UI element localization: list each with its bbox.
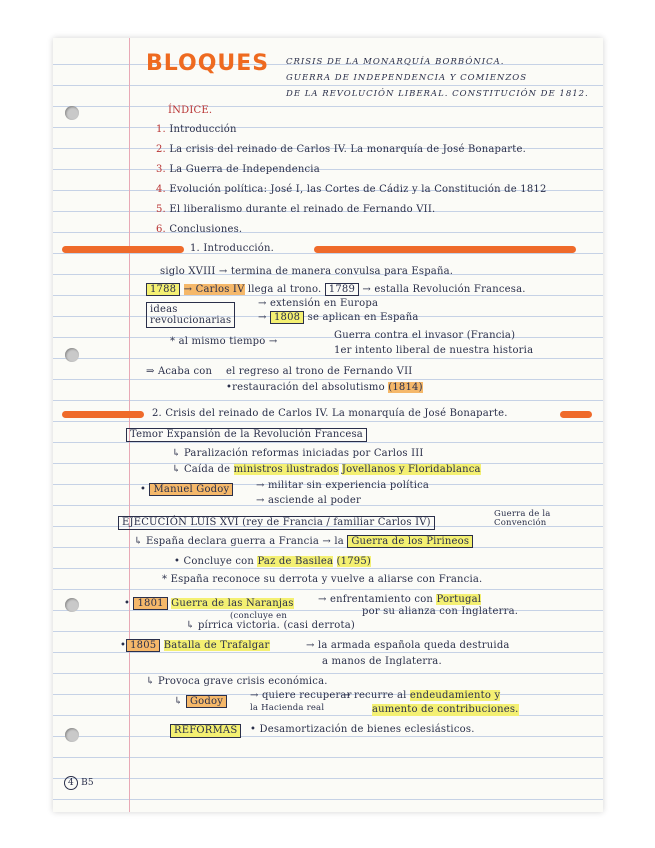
s1-line: •restauración del absolutismo (1814) <box>226 382 423 393</box>
subtitle-line-3: DE LA REVOLUCIÓN LIBERAL. CONSTITUCIÓN DE 1812. <box>286 89 589 99</box>
subtitle-line-1: CRISIS DE LA MONARQUÍA BORBÓNICA. <box>286 57 505 67</box>
s2-line: → la armada española queda destruida <box>306 640 510 651</box>
s1-line: ⇒ Acaba con <box>146 366 213 377</box>
orange-divider <box>560 411 592 418</box>
s1-line: → 1808 se aplican en España <box>258 312 419 323</box>
index-item: 6. Conclusiones. <box>156 224 243 235</box>
s2-line: ↳ Paralización reformas iniciadas por Carlos III <box>172 448 424 459</box>
s2-line: por su alianza con Inglaterra. <box>362 606 519 617</box>
s2-line: (concluye en <box>230 611 288 621</box>
s1-line: * al mismo tiempo → <box>170 336 278 347</box>
s1-ideas-box: ideas revolucionarias <box>146 302 235 328</box>
s2-line: → asciende al poder <box>256 495 361 506</box>
s2-line: → quiere recuperar <box>250 690 352 701</box>
orange-divider <box>62 246 184 253</box>
s2-line: ↳ Caída de ministros ilustrados Jovellanos y Floridablanca <box>172 464 481 475</box>
index-item: 4. Evolución política: José I, las Cortes de Cádiz y la Constitución de 1812 <box>156 184 547 195</box>
s2-line: • Desamortización de bienes eclesiásticos. <box>250 724 475 735</box>
subtitle-line-2: GUERRA DE INDEPENDENCIA Y COMIENZOS <box>286 73 528 83</box>
s2-line: * España reconoce su derrota y vuelve a aliarse con Francia. <box>162 574 483 585</box>
ejecucion-box: EJECUCIÓN LUIS XVI (rey de Francia / familiar Carlos IV) <box>118 516 435 530</box>
s2-line: aumento de contribuciones. <box>372 704 519 715</box>
s1-line: el regreso al trono de Fernando VII <box>226 366 413 377</box>
s2-line: → recurre al endeudamiento y <box>342 690 501 701</box>
page-title: BLOQUES <box>146 51 270 76</box>
s2-line: ↳ Godoy <box>174 696 227 708</box>
s1-line: → extensión en Europa <box>258 298 379 309</box>
s1-line: 1er intento liberal de nuestra historia <box>334 345 534 356</box>
punch-hole <box>65 598 79 612</box>
s2-line: → enfrentamiento con Portugal <box>318 594 482 605</box>
s2-line: → militar sin experiencia política <box>256 480 430 491</box>
s2-line: ↳ Provoca grave crisis económica. <box>146 676 328 687</box>
s2-line: ↳ pírrica victoria. (casi derrota) <box>186 620 355 631</box>
section-1-heading: 1. Introducción. <box>190 243 275 254</box>
reformas-box: REFORMAS <box>170 724 241 738</box>
s1-line: 1788 → Carlos IV llega al trono. 1789 → estalla Revolución Francesa. <box>146 284 526 296</box>
section-2-heading: 2. Crisis del reinado de Carlos IV. La monarquía de José Bonaparte. <box>152 408 508 419</box>
s2-line: • Concluye con Paz de Basilea (1795) <box>174 556 371 567</box>
index-item: 5. El liberalismo durante el reinado de Fernando VII. <box>156 204 436 215</box>
temor-box: Temor Expansión de la Revolución Francesa <box>126 428 367 442</box>
s2-line: • 1805 Batalla de Trafalgar <box>120 640 270 651</box>
s2-line: • 1801 Guerra de las Naranjas <box>124 598 294 609</box>
punch-hole <box>65 106 79 120</box>
s2-note: Guerra de la Convención <box>494 509 551 528</box>
page-mark: 4 B5 <box>64 776 94 790</box>
index-item: 2. La crisis del reinado de Carlos IV. La monarquía de José Bonaparte. <box>156 144 526 155</box>
s2-line: ↳ España declara guerra a Francia → la Guerra de los Pirineos <box>134 536 473 548</box>
punch-hole <box>65 348 79 362</box>
s2-line: a manos de Inglaterra. <box>322 656 442 667</box>
s2-line: la Hacienda real <box>250 703 325 713</box>
orange-divider <box>62 411 144 418</box>
index-item: 1. Introducción <box>156 124 237 135</box>
s1-line: Guerra contra el invasor (Francia) <box>334 330 516 341</box>
orange-divider <box>314 246 576 253</box>
s2-line: • Manuel Godoy <box>140 484 233 496</box>
punch-hole <box>65 728 79 742</box>
margin-line <box>129 38 130 812</box>
index-heading: ÍNDICE. <box>168 105 213 116</box>
s1-line: siglo XVIII → termina de manera convulsa para España. <box>160 266 454 277</box>
index-item: 3. La Guerra de Independencia <box>156 164 320 175</box>
